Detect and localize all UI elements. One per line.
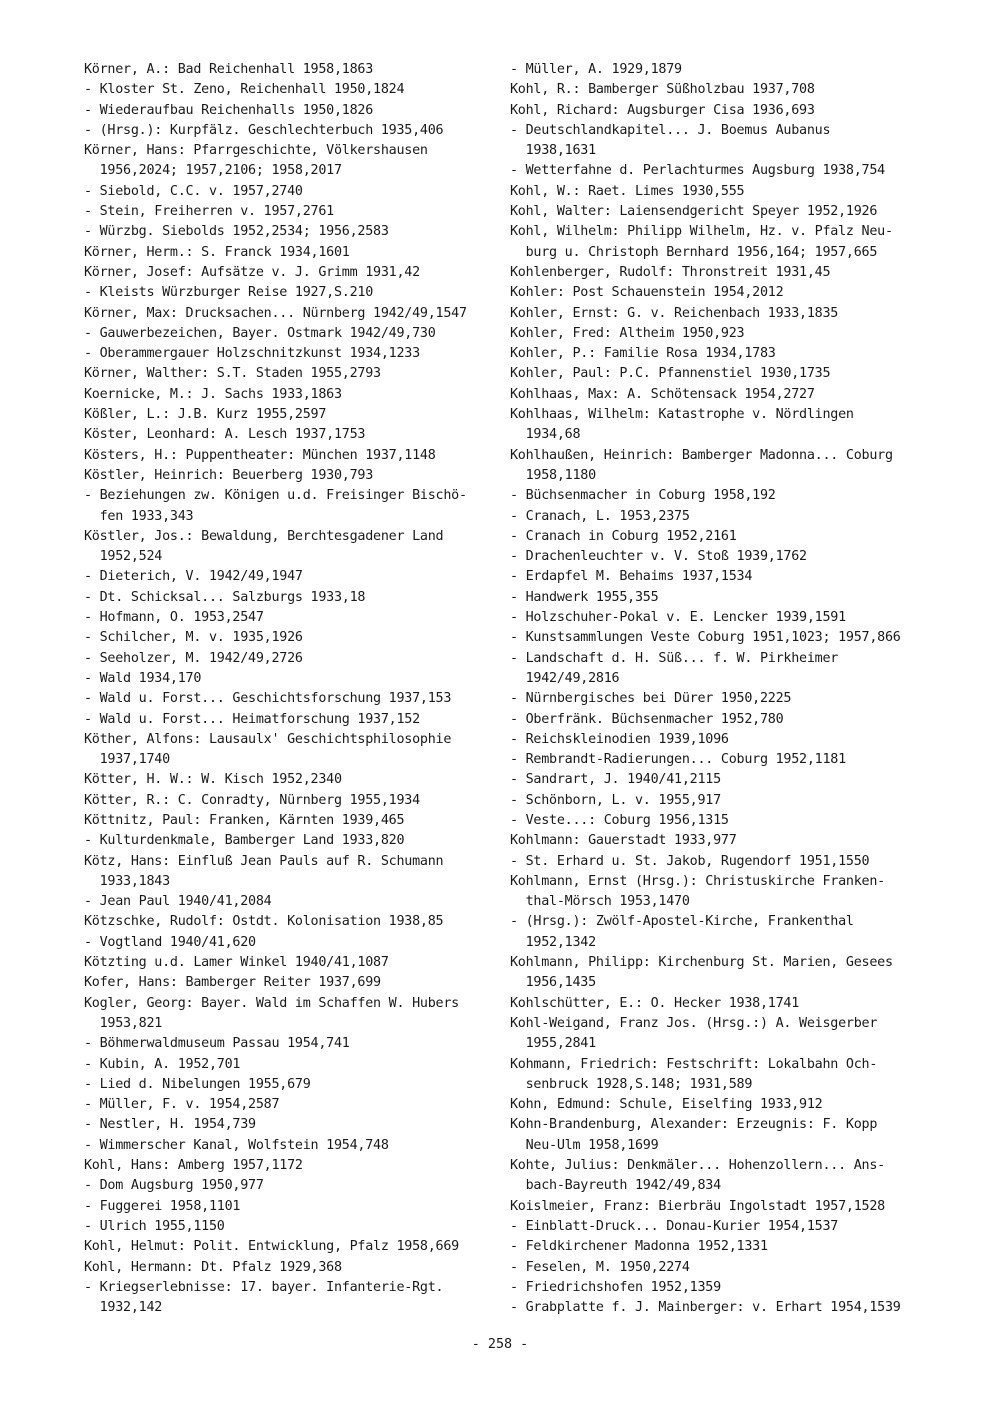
index-entry-line: - Ulrich 1955,1150	[84, 1218, 225, 1234]
index-entry-line: Koernicke, M.: J. Sachs 1933,1863	[84, 386, 342, 402]
index-entry-line: - Grabplatte f. J. Mainberger: v. Erhart 1954,1539	[510, 1300, 901, 1316]
index-entry-line: - Rembrandt-Radierungen... Coburg 1952,1181	[510, 752, 846, 768]
index-entry-line: Kötzting u.d. Lamer Winkel 1940/41,1087	[84, 955, 389, 971]
index-entry-line: - Oberfränk. Büchsenmacher 1952,780	[510, 711, 784, 727]
index-entry-line: - Schilcher, M. v. 1935,1926	[84, 630, 303, 646]
index-entry-line: Kohlschütter, E.: O. Hecker 1938,1741	[510, 995, 800, 1011]
index-entry-line: - Deutschlandkapitel... J. Boemus Aubanus	[510, 122, 831, 138]
index-entry-line: Kohl, Hermann: Dt. Pfalz 1929,368	[84, 1259, 342, 1275]
index-entry-line: Kofer, Hans: Bamberger Reiter 1937,699	[84, 975, 381, 991]
index-entry-line: - Müller, A. 1929,1879	[510, 62, 682, 77]
index-column-left	[84, 60, 494, 1318]
index-entry-line: Körner, Josef: Aufsätze v. J. Grimm 1931,42	[84, 264, 420, 280]
index-entry-line: - Schönborn, L. v. 1955,917	[510, 792, 721, 808]
index-entry-line: Kohlmann, Ernst (Hrsg.): Christuskirche Franken-	[510, 873, 885, 889]
index-entry-line: Köttnitz, Paul: Franken, Kärnten 1939,465	[84, 812, 405, 828]
index-entry-line: - Gauwerbezeichen, Bayer. Ostmark 1942/49,730	[84, 325, 436, 341]
index-entry-line: 1955,2841	[510, 1036, 596, 1052]
index-entry-line: fen 1933,343	[84, 508, 194, 524]
index-entry-line: Kohl, Hans: Amberg 1957,1172	[84, 1158, 303, 1174]
index-entry-line: 1956,2024; 1957,2106; 1958,2017	[84, 163, 342, 179]
index-entry-line: - Büchsenmacher in Coburg 1958,192	[510, 488, 776, 504]
index-entry-line: Kohl, Richard: Augsburger Cisa 1936,693	[510, 102, 815, 118]
index-entry-line: - Dom Augsburg 1950,977	[84, 1178, 264, 1194]
index-entry-line: - Seeholzer, M. 1942/49,2726	[84, 650, 303, 666]
page-number: - 258 -	[471, 1337, 529, 1352]
index-entry-line: - Nürnbergisches bei Dürer 1950,2225	[510, 691, 792, 707]
index-entry-line: burg u. Christoph Bernhard 1956,164; 1957,665	[510, 244, 878, 260]
index-entry-line: - Erdapfel M. Behaims 1937,1534	[510, 569, 753, 585]
index-entry-line: Kötz, Hans: Einfluß Jean Pauls auf R. Schumann	[84, 853, 444, 869]
index-entry-line: - Cranach in Coburg 1952,2161	[510, 528, 737, 544]
index-entry-line: - Kubin, A. 1952,701	[84, 1056, 241, 1072]
index-entry-line: - Veste...: Coburg 1956,1315	[510, 812, 729, 828]
index-entry-line: 1937,1740	[84, 752, 170, 768]
index-column-right	[510, 60, 920, 1318]
index-entry-line: - Wald 1934,170	[84, 670, 202, 686]
index-entry-line: Köther, Alfons: Lausaulx' Geschichtsphilosophie	[84, 731, 452, 747]
index-entry-line: 1933,1843	[84, 873, 170, 889]
index-entry-line: - Wald u. Forst... Heimatforschung 1937,152	[84, 711, 420, 727]
index-entry-line: Kötter, R.: C. Conradty, Nürnberg 1955,1934	[84, 792, 420, 808]
index-entry-line: Körner, Hans: Pfarrgeschichte, Völkershausen	[84, 143, 428, 159]
index-entry-line: - Oberammergauer Holzschnitzkunst 1934,1233	[84, 346, 420, 362]
index-entry-line: - Cranach, L. 1953,2375	[510, 508, 690, 524]
index-entry-line: - Drachenleuchter v. V. Stoß 1939,1762	[510, 549, 807, 565]
index-entry-line: - Wetterfahne d. Perlachturmes Augsburg 1938,754	[510, 163, 885, 179]
index-entry-line: bach-Bayreuth 1942/49,834	[510, 1178, 721, 1194]
index-entry-line: - Kulturdenkmale, Bamberger Land 1933,820	[84, 833, 405, 849]
index-entry-line: - Feselen, M. 1950,2274	[510, 1259, 690, 1275]
index-entry-line: 1938,1631	[510, 143, 596, 159]
index-entry-line: - Vogtland 1940/41,620	[84, 934, 256, 950]
index-entry-line: Köster, Leonhard: A. Lesch 1937,1753	[84, 427, 366, 443]
index-entry-line: - Kriegserlebnisse: 17. bayer. Infanterie-Rgt.	[84, 1279, 444, 1295]
index-entry-line: Körner, A.: Bad Reichenhall 1958,1863	[84, 62, 374, 77]
index-entry-line: - Reichskleinodien 1939,1096	[510, 731, 729, 747]
index-entry-line: Kohlenberger, Rudolf: Thronstreit 1931,45	[510, 264, 831, 280]
index-entry-line: Kötter, H. W.: W. Kisch 1952,2340	[84, 772, 342, 788]
index-entry-line: Körner, Herm.: S. Franck 1934,1601	[84, 244, 350, 260]
index-entry-line: - Wald u. Forst... Geschichtsforschung 1937,153	[84, 691, 452, 707]
index-entry-line: - Einblatt-Druck... Donau-Kurier 1954,1537	[510, 1218, 839, 1234]
index-entry-line: - Friedrichshofen 1952,1359	[510, 1279, 721, 1295]
index-entry-line: - Kleists Würzburger Reise 1927,S.210	[84, 285, 374, 301]
index-entry-line: Kohl, Walter: Laiensendgericht Speyer 1952,1926	[510, 204, 878, 220]
index-entry-line: Kötzschke, Rudolf: Ostdt. Kolonisation 1938,85	[84, 914, 444, 930]
index-entry-line: - Kloster St. Zeno, Reichenhall 1950,1824	[84, 82, 405, 98]
index-entry-line: - Sandrart, J. 1940/41,2115	[510, 772, 721, 788]
index-entry-line: 1932,142	[84, 1300, 163, 1316]
index-entry-line: - Nestler, H. 1954,739	[84, 1117, 256, 1133]
index-entry-line: - (Hrsg.): Zwölf-Apostel-Kirche, Frankenthal	[510, 914, 854, 930]
index-entry-line: Kohlmann, Philipp: Kirchenburg St. Marien, Gesees	[510, 955, 893, 971]
index-entry-line: senbruck 1928,S.148; 1931,589	[510, 1076, 753, 1092]
index-entry-line: - Landschaft d. H. Süß... f. W. Pirkheimer	[510, 650, 839, 666]
index-entry-line: - (Hrsg.): Kurpfälz. Geschlechterbuch 1935,406	[84, 122, 444, 138]
index-entry-line: Kohler, Fred: Altheim 1950,923	[510, 325, 745, 341]
index-entry-line: Körner, Walther: S.T. Staden 1955,2793	[84, 366, 381, 382]
index-entry-line: - Siebold, C.C. v. 1957,2740	[84, 183, 303, 199]
index-entry-line: - Würzbg. Siebolds 1952,2534; 1956,2583	[84, 224, 389, 240]
index-entry-line: Kohl, Helmut: Polit. Entwicklung, Pfalz 1958,669	[84, 1239, 459, 1255]
index-entry-line: Kogler, Georg: Bayer. Wald im Schaffen W. Hubers	[84, 995, 459, 1011]
index-entry-line: Kohlhaas, Max: A. Schötensack 1954,2727	[510, 386, 815, 402]
index-entry-line: Kohler, Ernst: G. v. Reichenbach 1933,1835	[510, 305, 839, 321]
index-entry-line: - Hofmann, O. 1953,2547	[84, 610, 264, 626]
index-entry-line: Körner, Max: Drucksachen... Nürnberg 1942/49,1547	[84, 305, 467, 321]
index-entry-line: - Dieterich, V. 1942/49,1947	[84, 569, 303, 585]
index-entry-line: - Stein, Freiherren v. 1957,2761	[84, 204, 334, 220]
index-entry-line: Kohlmann: Gauerstadt 1933,977	[510, 833, 737, 849]
index-entry-line: - Müller, F. v. 1954,2587	[84, 1097, 280, 1113]
index-entry-line: Kohl, W.: Raet. Limes 1930,555	[510, 183, 745, 199]
index-entry-line: Kößler, L.: J.B. Kurz 1955,2597	[84, 407, 327, 423]
index-entry-line: - Feldkirchener Madonna 1952,1331	[510, 1239, 768, 1255]
index-entry-line: 1958,1180	[510, 467, 596, 483]
index-entry-line: 1952,524	[84, 549, 163, 565]
index-entry-line: Kohmann, Friedrich: Festschrift: Lokalbahn Och-	[510, 1056, 878, 1072]
index-entry-line: 1934,68	[510, 427, 581, 443]
index-entry-line: - Holzschuher-Pokal v. E. Lencker 1939,1591	[510, 610, 846, 626]
index-entry-line: Kohte, Julius: Denkmäler... Hohenzollern... Ans-	[510, 1158, 885, 1174]
index-entry-line: - Kunstsammlungen Veste Coburg 1951,1023; 1957,866	[510, 630, 901, 646]
index-entry-line: - Handwerk 1955,355	[510, 589, 659, 605]
index-entry-line: Kohler, Paul: P.C. Pfannenstiel 1930,1735	[510, 366, 831, 382]
index-entry-line: - Lied d. Nibelungen 1955,679	[84, 1076, 311, 1092]
index-entry-line: - Beziehungen zw. Königen u.d. Freisinger Bischö-	[84, 488, 467, 504]
index-entry-line: - Böhmerwaldmuseum Passau 1954,741	[84, 1036, 350, 1052]
index-entry-line: 1942/49,2816	[510, 670, 620, 686]
index-entry-line: Kohl, R.: Bamberger Süßholzbau 1937,708	[510, 82, 815, 98]
index-entry-line: - St. Erhard u. St. Jakob, Rugendorf 1951,1550	[510, 853, 870, 869]
index-entry-line: Köstler, Heinrich: Beuerberg 1930,793	[84, 467, 374, 483]
index-entry-line: - Wiederaufbau Reichenhalls 1950,1826	[84, 102, 374, 118]
index-entry-line: Kohlhaas, Wilhelm: Katastrophe v. Nördlingen	[510, 407, 854, 423]
index-entry-line: 1953,821	[84, 1015, 163, 1031]
index-entry-line: Neu-Ulm 1958,1699	[510, 1137, 659, 1153]
index-entry-line: - Jean Paul 1940/41,2084	[84, 894, 272, 910]
index-entry-line: 1952,1342	[510, 934, 596, 950]
index-entry-line: Kösters, H.: Puppentheater: München 1937,1148	[84, 447, 436, 463]
index-entry-line: Koislmeier, Franz: Bierbräu Ingolstadt 1957,1528	[510, 1198, 885, 1214]
index-entry-line: Köstler, Jos.: Bewaldung, Berchtesgadener Land	[84, 528, 444, 544]
index-entry-line: - Wimmerscher Kanal, Wolfstein 1954,748	[84, 1137, 389, 1153]
index-entry-line: - Fuggerei 1958,1101	[84, 1198, 241, 1214]
index-entry-line: Kohn-Brandenburg, Alexander: Erzeugnis: F. Kopp	[510, 1117, 878, 1133]
index-entry-line: 1956,1435	[510, 975, 596, 991]
index-entry-line: Kohl, Wilhelm: Philipp Wilhelm, Hz. v. Pfalz Neu-	[510, 224, 893, 240]
index-entry-line: Kohl-Weigand, Franz Jos. (Hrsg.:) A. Weisgerber	[510, 1015, 878, 1031]
index-entry-line: Kohn, Edmund: Schule, Eiselfing 1933,912	[510, 1097, 823, 1113]
index-entry-line: - Dt. Schicksal... Salzburgs 1933,18	[84, 589, 366, 605]
index-entry-line: thal-Mörsch 1953,1470	[510, 894, 690, 910]
index-entry-line: Kohler: Post Schauenstein 1954,2012	[510, 285, 784, 301]
index-entry-line: Kohler, P.: Familie Rosa 1934,1783	[510, 346, 776, 362]
index-entry-line: Kohlhaußen, Heinrich: Bamberger Madonna... Coburg	[510, 447, 893, 463]
